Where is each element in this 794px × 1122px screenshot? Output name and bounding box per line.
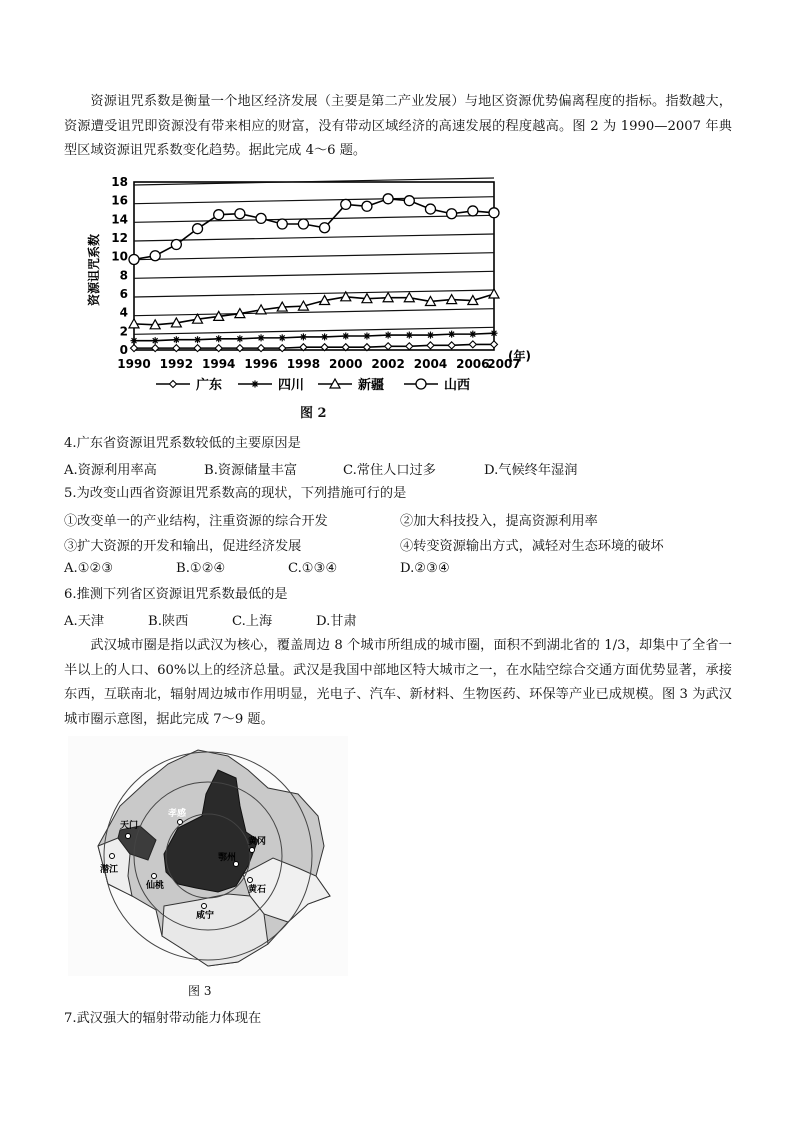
chart-y-tick-label: 14: [111, 212, 128, 227]
chart-y-tick-label: 12: [111, 231, 128, 245]
map-city-dot-huangshi: [248, 878, 253, 883]
chart-x-tick-label: 1994: [202, 357, 236, 371]
chart-point-star: [236, 335, 243, 342]
legend-label: 四川: [278, 378, 305, 393]
map-city-dot-xiaogan: [178, 820, 183, 825]
chart-point-circle: [235, 209, 245, 219]
map-label-xiaogan: 孝感: [168, 809, 187, 819]
chart-point-star: [363, 333, 370, 340]
chart-point-star: [406, 332, 413, 339]
chart-point-star: [342, 333, 349, 340]
chart-point-star: [215, 335, 222, 342]
chart-point-star: [258, 334, 265, 341]
q5-statement-3: ③扩大资源的开发和输出，促进经济发展: [64, 539, 302, 554]
q5-option-b: B.①②④: [176, 561, 226, 576]
chart-point-star: [427, 332, 434, 339]
chart-point-star: [194, 336, 201, 343]
q5-statement-4: ④转变资源输出方式，减轻对生态环境的破坏: [400, 539, 664, 554]
chart-legend: [156, 374, 496, 394]
intro-paragraph-1: 资源诅咒系数是衡量一个地区经济发展（主要是第二产业发展）与地区资源优势偏离程度的指标。指数越大，资源遭受诅咒即资源没有带来相应的财富，没有带动区域经济的高速发展的程度越高。图 2 为 1990—2007 年典型区域资源诅咒系数变化趋势。据此完成 4～6 题。: [64, 94, 732, 158]
chart-gridline: [134, 290, 494, 297]
chart-point-diamond: [491, 341, 498, 348]
legend-label: 新疆: [358, 378, 385, 393]
q6-option-b: B.陕西: [148, 614, 189, 629]
chart-y-tick-label: 10: [111, 249, 128, 264]
intro-paragraph-2: 武汉城市圈是指以武汉为核心，覆盖周边 8 个城市所组成的城市圈，面积不到湖北省的 1/3，却集中了全省一半以上的人口、60%以上的经济总量。武汉是我国中部地区特大城市之一，在水陆空综合交通方面优势显著，承接东西，互联南北，辐射周边城市作用明显，光电子、汽车、新材料、生物医药、环保等产业已成规模。图 3 为武汉城市圈示意图，据此完成 7～9 题。: [64, 638, 732, 727]
chart-caption: 图 2: [300, 406, 327, 421]
chart-gridline: [134, 309, 494, 316]
chart-y-tick-label: 8: [119, 268, 128, 283]
chart-point-star: [131, 337, 138, 344]
q4-option-b: B.资源储量丰富: [204, 463, 298, 478]
chart-x-tick-label: 2007: [487, 357, 521, 371]
map-label-huanggang: 黄冈: [248, 837, 267, 847]
chart-x-unit: (年): [508, 349, 531, 363]
chart-point-star: [385, 332, 392, 339]
legend-marker-diamond: [170, 381, 177, 388]
map-label-ezhou: 鄂州: [218, 853, 237, 863]
chart-point-star: [173, 336, 180, 343]
chart-y-tick-label: 2: [119, 324, 128, 339]
chart-y-axis-label: 资源诅咒系数: [87, 233, 101, 307]
resource-curse-chart: [82, 170, 531, 386]
chart-x-tick-label: 2000: [329, 357, 363, 371]
legend-marker-circle: [416, 379, 426, 389]
chart-y-tick-label: 6: [119, 287, 128, 301]
chart-y-tick-label: 18: [111, 175, 128, 189]
chart-x-tick-label: 1992: [159, 357, 194, 371]
chart-gridline: [134, 327, 494, 334]
chart-x-tick-label: 1998: [286, 357, 321, 371]
chart-plot-area: [134, 178, 494, 350]
chart-series-line-circle: [134, 199, 494, 260]
chart-series-line-star: [134, 333, 494, 340]
q6-stem: 6.推测下列省区资源诅咒系数最低的是: [64, 587, 288, 602]
chart-point-circle: [383, 194, 393, 204]
map-label-qianjiang: 潜江: [100, 865, 119, 875]
legend-label: 广东: [196, 378, 223, 393]
chart-point-star: [321, 333, 328, 340]
map-label-xiantao: 仙桃: [146, 881, 165, 891]
q6-option-c: C.上海: [232, 614, 273, 629]
q4-option-c: C.常住人口过多: [343, 463, 436, 478]
chart-point-circle: [277, 219, 287, 229]
chart-point-circle: [362, 201, 372, 211]
map-city-dot-tianmen: [126, 834, 131, 839]
legend-marker-star: [252, 381, 259, 388]
map-city-dot-xiantao: [152, 874, 157, 879]
chart-point-star: [491, 330, 498, 337]
chart-y-ticks: [111, 175, 128, 357]
chart-x-tick-label: 2002: [371, 357, 405, 371]
chart-series-line-diamond: [134, 344, 494, 348]
chart-x-tick-label: 1990: [117, 357, 151, 371]
chart-point-circle: [425, 204, 435, 214]
chart-gridline: [134, 197, 494, 204]
map-label-xianning: 咸宁: [196, 911, 215, 921]
map-label-tianmen: 天门: [120, 821, 139, 831]
q6-option-d: D.甘肃: [316, 614, 357, 629]
chart-gridline: [134, 215, 494, 222]
chart-point-circle: [341, 199, 351, 209]
chart-point-star: [448, 331, 455, 338]
chart-point-circle: [193, 224, 203, 234]
chart-point-circle: [468, 206, 478, 216]
chart-x-ticks: [117, 348, 531, 371]
q5-option-c: C.①③④: [288, 561, 338, 576]
q4-stem: 4.广东省资源诅咒系数较低的主要原因是: [64, 436, 301, 451]
legend-label: 山西: [444, 378, 471, 393]
chart-y-tick-label: 4: [119, 305, 128, 320]
chart-point-star: [469, 331, 476, 338]
chart-point-diamond: [406, 343, 413, 350]
map-city-dot-huanggang: [250, 848, 255, 853]
chart-gridline: [134, 271, 494, 278]
chart-point-diamond: [448, 342, 455, 349]
chart-point-circle: [489, 208, 499, 218]
q4-option-a: A.资源利用率高: [64, 463, 157, 478]
chart-point-circle: [171, 240, 181, 250]
map-city-dot-xianning: [202, 904, 207, 909]
map-caption: 图 3: [188, 984, 212, 998]
chart-point-diamond: [427, 342, 434, 349]
map-city-dot-qianjiang: [110, 854, 115, 859]
q5-stem: 5.为改变山西省资源诅咒系数高的现状，下列措施可行的是: [64, 486, 407, 501]
chart-point-circle: [129, 254, 139, 264]
map-label-huangshi: 黄石: [248, 885, 267, 895]
chart-point-star: [152, 337, 159, 344]
chart-point-circle: [298, 219, 308, 229]
chart-x-tick-label: 1996: [244, 357, 278, 371]
q6-option-a: A.天津: [64, 614, 105, 629]
q4-option-d: D.气候终年湿润: [484, 463, 578, 478]
chart-point-star: [300, 333, 307, 340]
chart-y-tick-label: 0: [119, 343, 128, 357]
chart-point-circle: [404, 196, 414, 206]
q5-statement-1: ①改变单一的产业结构，注重资源的综合开发: [64, 514, 328, 529]
chart-point-diamond: [469, 341, 476, 348]
wuhan-city-circle-map: [68, 736, 348, 976]
chart-frame: [134, 182, 494, 350]
chart-x-tick-label: 2006: [456, 357, 490, 371]
q5-option-d: D.②③④: [400, 561, 450, 576]
chart-point-circle: [320, 223, 330, 233]
chart-x-tick-label: 2004: [413, 357, 448, 371]
chart-point-circle: [256, 213, 266, 223]
q5-option-a: A.①②③: [64, 561, 114, 576]
chart-point-circle: [447, 209, 457, 219]
chart-y-tick-label: 16: [111, 193, 128, 208]
q5-statement-2: ②加大科技投入，提高资源利用率: [400, 514, 598, 529]
chart-point-diamond: [385, 343, 392, 350]
chart-point-circle: [150, 251, 160, 261]
q7-stem: 7.武汉强大的辐射带动能力体现在: [64, 1011, 262, 1026]
chart-point-circle: [214, 210, 224, 220]
chart-point-star: [279, 334, 286, 341]
chart-gridline: [134, 253, 494, 260]
